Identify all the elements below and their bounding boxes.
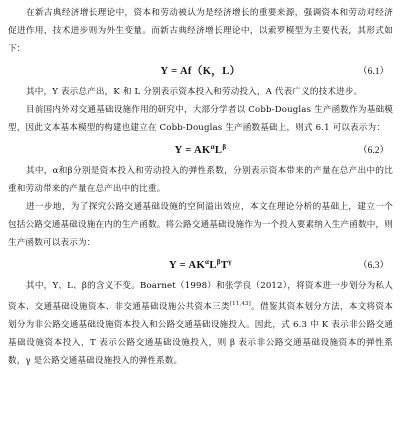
equation-6-3-labor: L [209, 259, 217, 271]
equation-6-3-gamma: γ [228, 257, 232, 266]
paragraph-neoclassical-intro: 在新古典经济增长理论中，资本和劳动被认为是经济增长的重要来源，强调资本和劳动对经济促进作用，技术进步则为外生变量。而新古典经济增长理论中，以索罗模型为主要代表，其形式如下： [8, 8, 393, 54]
equation-6-1-formula: Y = Af（K，L） [160, 65, 241, 77]
equation-6-3-formula [169, 258, 232, 271]
paragraph-capital-division [8, 277, 393, 370]
equation-6-3-beta: β [216, 257, 221, 266]
paragraph-cobb-douglas: 目前国内外对交通基础设施作用的研究中，大部分学者以 Cobb-Douglas 生产函数作为基础模型，因此文本基本模型的构建也建立在 Cobb-Douglas 生产函数基础上，则式 6.1 可以表示为： [8, 105, 393, 133]
equation-6-2 [8, 140, 393, 158]
equation-6-2-labor: L [214, 144, 223, 156]
paragraph-spillover: 进一步地，为了探究公路交通基础设施的空间溢出效应，本文在理论分析的基础上，建立一个包括公路交通基础设施在内的生产函数。将公路交通基础设施作为一个投入要素纳入生产函数中，则生产函数可以表示为： [8, 202, 393, 248]
equation-6-1-number: （6.1） [358, 67, 389, 77]
equation-6-3-transport: T [220, 259, 229, 271]
equation-6-3-number: （6.3） [358, 261, 389, 271]
equation-6-3 [8, 255, 393, 273]
equation-6-1 [8, 61, 393, 79]
equation-6-2-number: （6.2） [358, 146, 389, 156]
equation-6-2-beta: β [222, 142, 227, 151]
paragraph-elasticity: 其中，α和β分别是资本投入和劳动投入的弹性系数，分别表示资本带来的产量在总产出中的比重和劳动带来的产量在总产出中的比重。 [8, 166, 393, 194]
citation-reference[interactable]: [11,43] [229, 301, 251, 307]
paragraph-capital-division-text-b: 。借鉴其资本划分方法，本文将资本划分为非公路交通基础设施资本投入和公路交通基础设施投入。因此，式 6.3 中 K 表示非公路交通基础设施资本投入，T 表示公路交通基础设施投入，则 β 表示非公路交通基础设施资本的弹性系数，γ 是公路交通基础设施投入的弹性系数。 [8, 302, 393, 366]
equation-6-3-alpha: α [205, 257, 210, 266]
equation-6-2-formula [175, 143, 227, 156]
equation-6-2-alpha: α [210, 142, 215, 151]
paragraph-capital-division-text-a: 其中，Y、L、β的含义不变。Boarnet（1998）和张学良（2012），将资本进一步划分为私人资本、交通基础设施资本、非交通基础设施公共资本三类 [8, 281, 393, 312]
equation-6-3-base: Y = AK [169, 259, 206, 271]
equation-6-2-base: Y = AK [174, 144, 211, 156]
paragraph-variable-definitions: 其中，Y 表示总产出，K 和 L 分别表示资本投入和劳动投入，A 代表广义的技术进步。 [26, 87, 363, 97]
